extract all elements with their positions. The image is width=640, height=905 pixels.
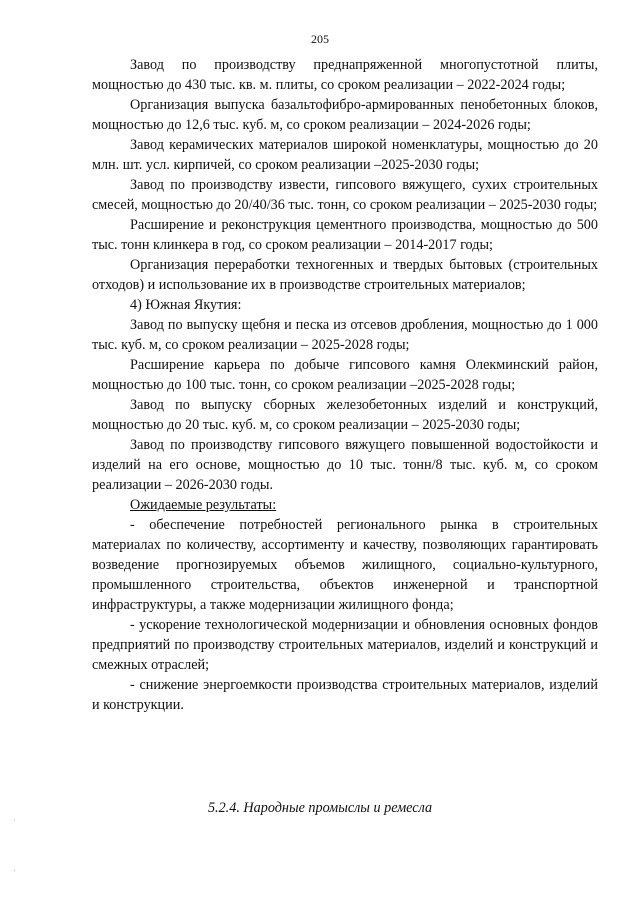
page-number: 205 [311, 32, 329, 46]
result-item-energy-intensity: - снижение энергоемкости производства строительных материалов, изделий и конструкции. [92, 677, 598, 713]
result-item-market-needs: - обеспечение потребностей регионального рынка в строительных материалах по количеству, ассортименту и качеству, позволяющих гарантировать возведение прогнозируемых объемов жилищного, социально-культурного, промышленного строительства, объектов инженерной и транспортной инфраструктуры, а также модернизации жилищного фонда; [92, 517, 598, 613]
paragraph-foam-concrete-blocks: Организация выпуска базальтофибро-армированных пенобетонных блоков, мощностью до 12,6 тыс. куб. м, со сроком реализации – 2024-2026 годы; [92, 97, 598, 133]
result-item-modernization: - ускорение технологической модернизации и обновления основных фондов предприятий по производству строительных материалов, изделий и конструкций и смежных отраслей; [92, 617, 598, 673]
list-heading-south-yakutia: 4) Южная Якутия: [130, 297, 242, 313]
document-body [92, 55, 598, 715]
scan-speck [14, 870, 15, 871]
paragraph-ceramic-materials-plant: Завод керамических материалов широкой номенклатуры, мощностью до 20 млн. шт. усл. кирпичей, со сроком реализации –2025-2030 годы; [92, 137, 598, 173]
paragraph-crushed-stone-plant: Завод по выпуску щебня и песка из отсевов дробления, мощностью до 1 000 тыс. куб. м, со сроком реализации – 2025-2028 годы; [92, 317, 598, 353]
paragraph-reinforced-concrete-plant: Завод по выпуску сборных железобетонных изделий и конструкций, мощностью до 20 тыс. куб. м, со сроком реализации – 2025-2030 годы; [92, 397, 598, 433]
paragraph-cement-expansion: Расширение и реконструкция цементного производства, мощностью до 500 тыс. тонн клинкера в год, со сроком реализации – 2014-2017 годы; [92, 217, 598, 253]
section-heading: 5.2.4. Народные промыслы и ремесла [207, 800, 433, 816]
paragraph-precast-slab-plant: Завод по производству преднапряженной многопустотной плиты, мощностью до 430 тыс. кв. м. плиты, со сроком реализации – 2022-2024 годы; [92, 57, 598, 93]
expected-results-heading [92, 495, 598, 515]
expected-results-label: Ожидаемые результаты: [130, 497, 277, 513]
scan-speck [14, 820, 15, 821]
paragraph-gypsum-quarry: Расширение карьера по добыче гипсового камня Олекминский район, мощностью до 100 тыс. тонн, со сроком реализации –2025-2028 годы; [92, 357, 598, 393]
paragraph-waste-processing: Организация переработки техногенных и твердых бытовых (строительных отходов) и использование их в производстве строительных материалов; [92, 257, 598, 293]
paragraph-lime-gypsum-plant: Завод по производству извести, гипсового вяжущего, сухих строительных смесей, мощностью до 20/40/36 тыс. тонн, со сроком реализации – 2025-2030 годы; [92, 177, 598, 213]
paragraph-gypsum-binder-plant: Завод по производству гипсового вяжущего повышенной водостойкости и изделий на его основе, мощностью до 10 тыс. тонн/8 тыс. куб. м, со сроком реализации – 2026-2030 годы. [92, 437, 598, 493]
